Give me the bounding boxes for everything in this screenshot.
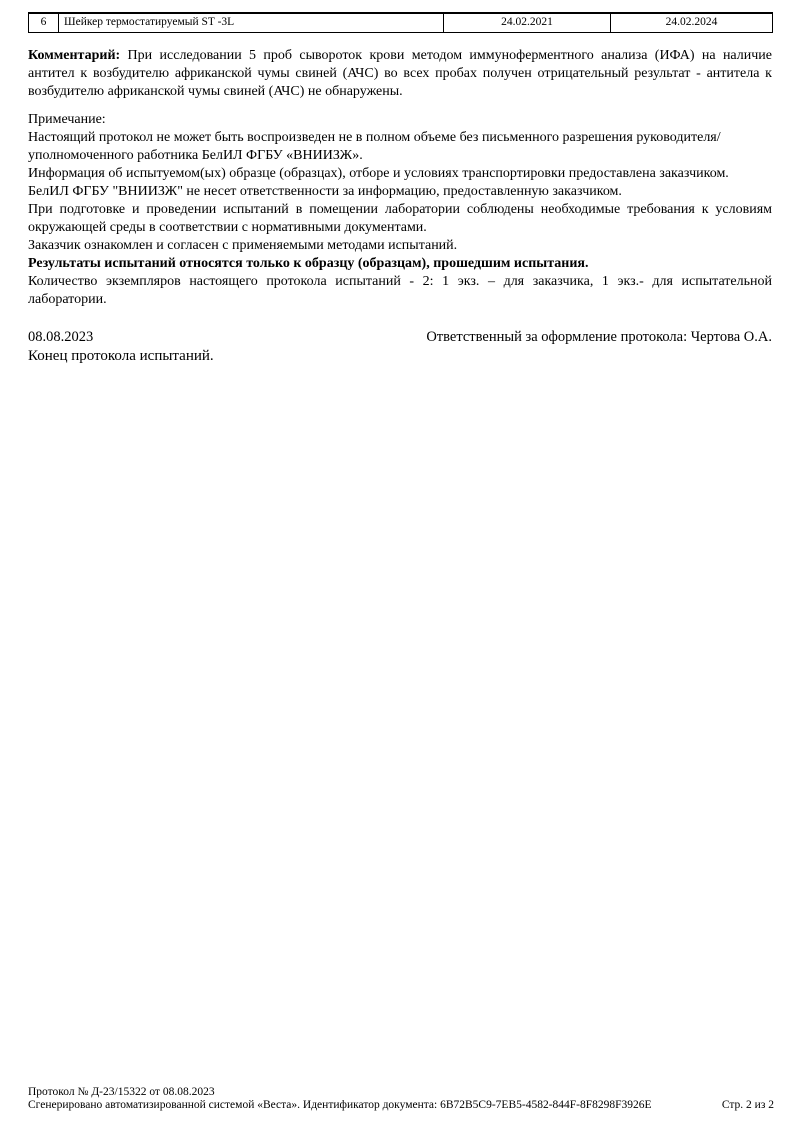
footer-page-number: Стр. 2 из 2 bbox=[721, 1099, 774, 1111]
note-paragraph-3: БелИЛ ФГБУ "ВНИИЗЖ" не несет ответственности за информацию, предоставленную заказчиком. bbox=[28, 183, 622, 199]
signature-row bbox=[28, 328, 772, 346]
comment-text: При исследовании 5 проб сывороток крови методом иммуноферментного анализа (ИФА) на наличие антител к возбудителю африканской чумы свиней (АЧС) во всех пробах получен отрицательный результат - антитела к возбудителю африканской чумы свиней (АЧС) не обнаружены. bbox=[28, 47, 772, 99]
page-content bbox=[28, 12, 772, 366]
comment-label: Комментарий: bbox=[28, 47, 121, 63]
footer-protocol-number: Протокол № Д-23/15322 от 08.08.2023 bbox=[28, 1086, 215, 1098]
equipment-name: Шейкер термостатируемый ST -3L bbox=[59, 13, 444, 32]
note-block bbox=[28, 111, 772, 309]
note-title: Примечание: bbox=[28, 111, 106, 127]
responsible-person: Ответственный за оформление протокола: Чертова О.А. bbox=[426, 328, 772, 345]
protocol-date: 08.08.2023 bbox=[28, 328, 94, 345]
note-paragraph-copies: Количество экземпляров настоящего протокола испытаний - 2: 1 экз. – для заказчика, 1 экз.- для испытательной лаборатории. bbox=[28, 273, 772, 307]
note-paragraph-5: Заказчик ознакомлен и согласен с применяемыми методами испытаний. bbox=[28, 237, 458, 253]
footer-generated-row bbox=[28, 1099, 774, 1112]
footer-generated-text: Сгенерировано автоматизированной системой «Веста». Идентификатор документа: 6B72B5C9-7EB5-4582-844F-8F8298F3926E bbox=[28, 1099, 652, 1111]
table-row bbox=[29, 13, 773, 32]
end-of-protocol-line: Конец протокола испытаний. bbox=[28, 347, 214, 364]
note-paragraph-1: Настоящий протокол не может быть воспроизведен не в полном объеме без письменного разрешения руководителя/уполномоченного работника БелИЛ ФГБУ «ВНИИЗЖ». bbox=[28, 129, 721, 163]
equipment-valid-until-date: 24.02.2024 bbox=[611, 13, 773, 32]
note-paragraph-results: Результаты испытаний относятся только к образцу (образцам), прошедшим испытания. bbox=[28, 255, 589, 271]
equipment-row-number: 6 bbox=[29, 13, 59, 32]
note-paragraph-2: Информация об испытуемом(ых) образце (образцах), отборе и условиях транспортировки предоставлена заказчиком. bbox=[28, 165, 729, 181]
note-paragraph-4: При подготовке и проведении испытаний в помещении лаборатории соблюдены необходимые требования к условиям окружающей среды в соответствии с нормативными документами. bbox=[28, 201, 772, 235]
page-footer bbox=[28, 1086, 774, 1112]
comment-paragraph bbox=[28, 47, 772, 101]
equipment-table bbox=[28, 12, 773, 33]
equipment-calibration-date: 24.02.2021 bbox=[444, 13, 611, 32]
